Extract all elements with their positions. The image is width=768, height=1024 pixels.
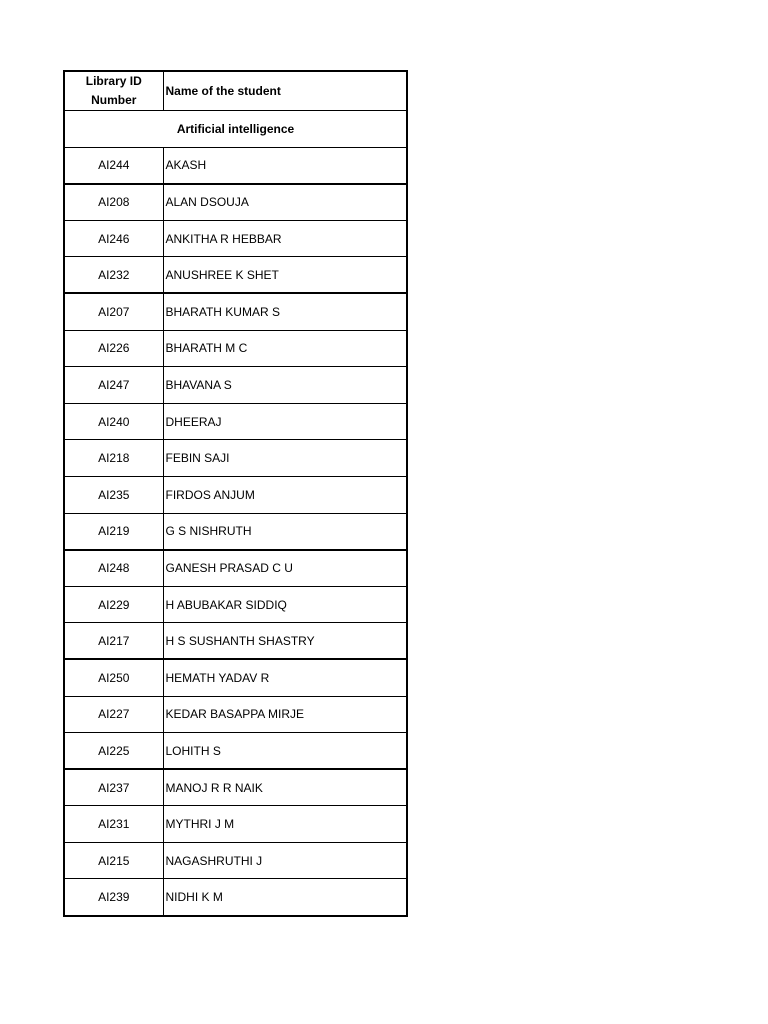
library-id-cell: AI217: [64, 623, 163, 660]
student-name-cell: FIRDOS ANJUM: [163, 476, 407, 513]
table-row: [64, 879, 407, 916]
student-name-cell: BHARATH M C: [163, 330, 407, 367]
student-name-cell: DHEERAJ: [163, 403, 407, 440]
library-id-cell: AI215: [64, 842, 163, 879]
table-row: [64, 147, 407, 184]
student-name-cell: ANKITHA R HEBBAR: [163, 220, 407, 257]
library-id-cell: AI231: [64, 806, 163, 843]
student-name-cell: NIDHI K M: [163, 879, 407, 916]
student-name-cell: AKASH: [163, 147, 407, 184]
table-row: [64, 769, 407, 806]
student-name-cell: ALAN DSOUJA: [163, 184, 407, 221]
library-id-cell: AI248: [64, 550, 163, 587]
table-row: [64, 367, 407, 404]
table-row: [64, 806, 407, 843]
table-row: [64, 257, 407, 294]
library-id-cell: AI232: [64, 257, 163, 294]
library-id-cell: AI207: [64, 293, 163, 330]
student-name-cell: KEDAR BASAPPA MIRJE: [163, 696, 407, 733]
table-row: [64, 513, 407, 550]
table-header-row: [64, 71, 407, 111]
table-row: [64, 476, 407, 513]
table-row: [64, 293, 407, 330]
student-name-cell: G S NISHRUTH: [163, 513, 407, 550]
student-name-cell: BHAVANA S: [163, 367, 407, 404]
table-row: [64, 403, 407, 440]
library-id-cell: AI218: [64, 440, 163, 477]
table-row: [64, 550, 407, 587]
library-id-cell: AI239: [64, 879, 163, 916]
student-name-cell: MYTHRI J M: [163, 806, 407, 843]
student-name-cell: NAGASHRUTHI J: [163, 842, 407, 879]
library-id-cell: AI208: [64, 184, 163, 221]
table-row: [64, 220, 407, 257]
student-list-table: [63, 70, 408, 917]
student-name-cell: MANOJ R R NAIK: [163, 769, 407, 806]
library-id-cell: AI240: [64, 403, 163, 440]
library-id-cell: AI250: [64, 659, 163, 696]
header-student-name: Name of the student: [163, 71, 407, 111]
table-row: [64, 659, 407, 696]
student-name-cell: H S SUSHANTH SHASTRY: [163, 623, 407, 660]
table-body: [64, 71, 407, 916]
library-id-cell: AI237: [64, 769, 163, 806]
table-row: [64, 733, 407, 770]
library-id-cell: AI246: [64, 220, 163, 257]
library-id-cell: AI244: [64, 147, 163, 184]
table-row: [64, 696, 407, 733]
student-name-cell: ANUSHREE K SHET: [163, 257, 407, 294]
library-id-cell: AI219: [64, 513, 163, 550]
library-id-cell: AI226: [64, 330, 163, 367]
library-id-cell: AI225: [64, 733, 163, 770]
section-row: [64, 111, 407, 148]
library-id-cell: AI227: [64, 696, 163, 733]
library-id-cell: AI229: [64, 586, 163, 623]
header-library-id: Library ID Number: [64, 71, 163, 111]
student-name-cell: H ABUBAKAR SIDDIQ: [163, 586, 407, 623]
table-row: [64, 184, 407, 221]
student-name-cell: LOHITH S: [163, 733, 407, 770]
table-row: [64, 623, 407, 660]
table-row: [64, 586, 407, 623]
student-name-cell: BHARATH KUMAR S: [163, 293, 407, 330]
library-id-cell: AI235: [64, 476, 163, 513]
library-id-cell: AI247: [64, 367, 163, 404]
student-name-cell: FEBIN SAJI: [163, 440, 407, 477]
student-name-cell: GANESH PRASAD C U: [163, 550, 407, 587]
table-row: [64, 330, 407, 367]
table-row: [64, 440, 407, 477]
table-row: [64, 842, 407, 879]
section-title: Artificial intelligence: [64, 111, 407, 148]
student-name-cell: HEMATH YADAV R: [163, 659, 407, 696]
